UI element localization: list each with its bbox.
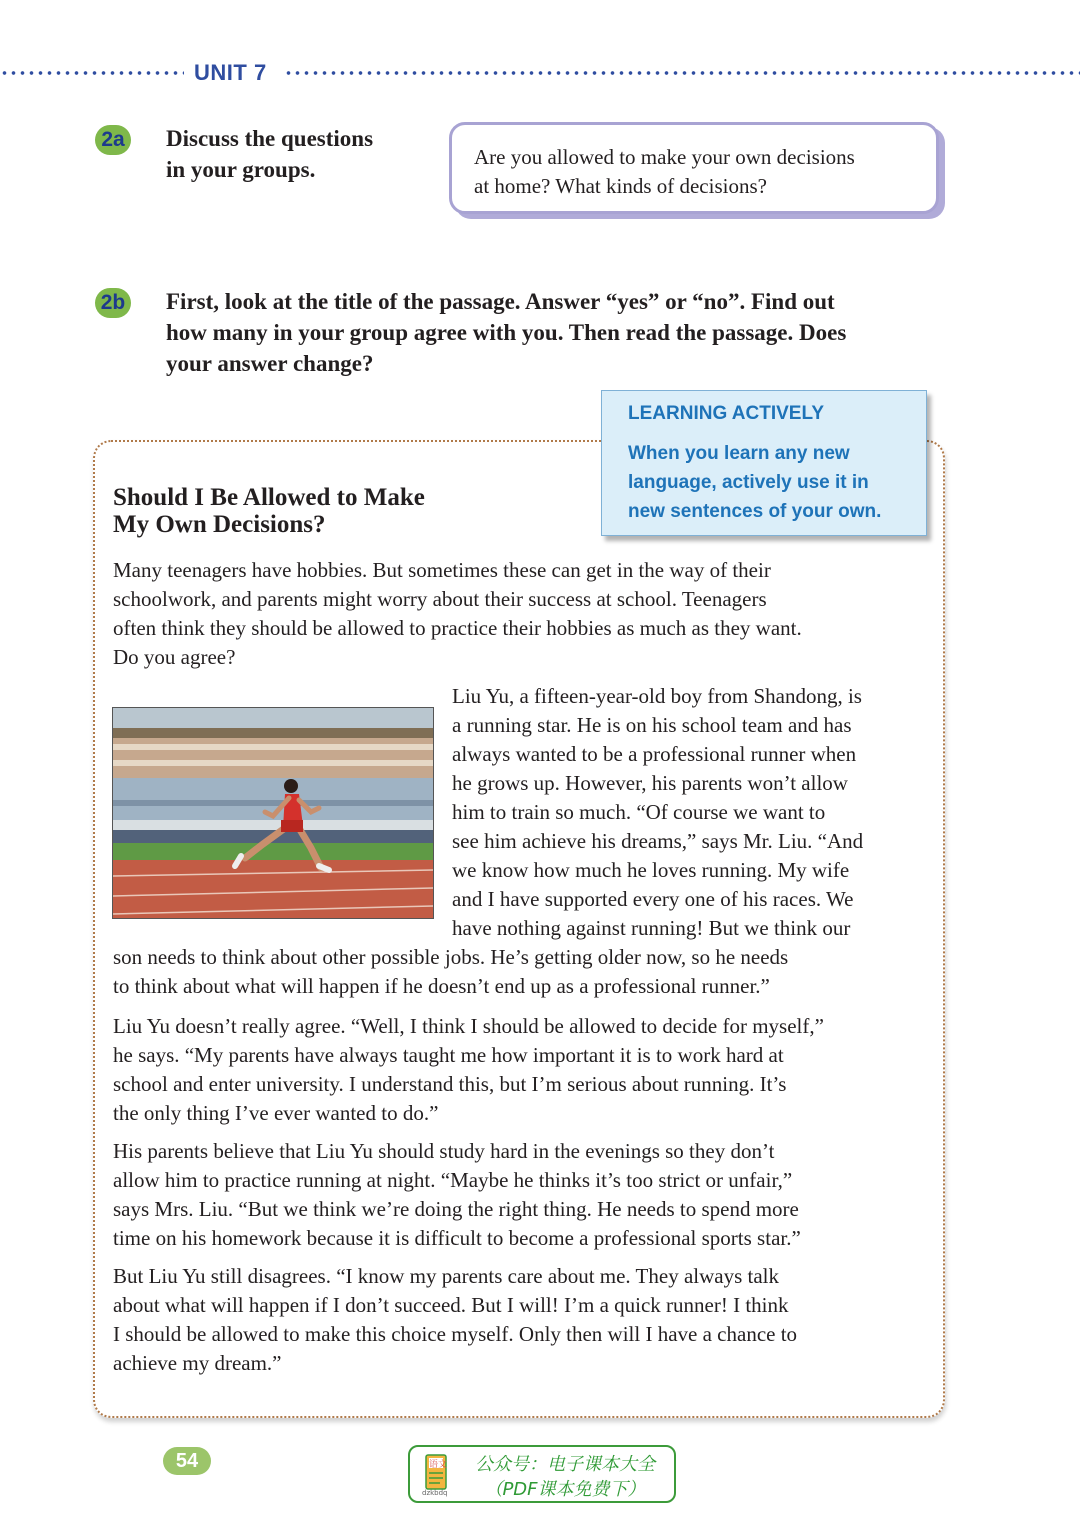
text-line: we know how much he loves running. My wife: [452, 858, 850, 882]
instruction-line: Discuss the questions: [166, 126, 374, 151]
unit-title: UNIT 7: [194, 60, 267, 85]
watermark-stamp: [408, 1445, 676, 1503]
instruction-line: First, look at the title of the passage. Answer “yes” or “no”. Find out: [166, 289, 835, 314]
instruction-line: in your groups.: [166, 157, 316, 182]
passage-paragraph-2-continued: [113, 943, 943, 1001]
text-line: he says. “My parents have always taught me how important it is to work hard at: [113, 1043, 784, 1067]
learning-tip-title: LEARNING ACTIVELY: [628, 403, 825, 424]
tip-line: When you learn any new: [628, 443, 850, 464]
passage-title: [113, 484, 533, 538]
text-line: His parents believe that Liu Yu should study hard in the evenings so they don’t: [113, 1139, 775, 1163]
unit-dots-left: [0, 70, 184, 76]
activity-2a-instruction: [166, 123, 436, 185]
text-line: Liu Yu doesn’t really agree. “Well, I think I should be allowed to decide for myself,”: [113, 1014, 824, 1038]
activity-badge-2a: 2a: [95, 125, 131, 155]
instruction-line: how many in your group agree with you. Then read the passage. Does: [166, 320, 847, 345]
text-line: he grows up. However, his parents won’t allow: [452, 771, 848, 795]
passage-paragraph-3: [113, 1012, 943, 1128]
text-line: him to train so much. “Of course we want to: [452, 800, 826, 824]
stamp-line: 公众号：电子课本大全: [475, 1454, 655, 1475]
text-line: have nothing against running! But we think our: [452, 916, 851, 940]
text-line: often think they should be allowed to practice their hobbies as much as they want.: [113, 616, 802, 640]
text-line: says Mrs. Liu. “But we think we’re doing the right thing. He needs to spend more: [113, 1197, 799, 1221]
passage-paragraph-5: [113, 1262, 943, 1378]
passage-title-line: Should I Be Allowed to Make: [113, 484, 425, 511]
text-line: achieve my dream.”: [113, 1351, 282, 1375]
learning-tip-box: [601, 390, 927, 536]
runner-stadium-photo: [112, 707, 434, 919]
text-line: see him achieve his dreams,” says Mr. Liu. “And: [452, 829, 864, 853]
text-line: school and enter university. I understand this, but I’m serious about running. It’s: [113, 1072, 787, 1096]
passage-title-line: My Own Decisions?: [113, 511, 326, 538]
question-line: at home? What kinds of decisions?: [474, 174, 767, 198]
instruction-line: your answer change?: [166, 351, 374, 376]
text-line: time on his homework because it is difficult to become a professional sports star.”: [113, 1226, 801, 1250]
text-line: Many teenagers have hobbies. But sometimes these can get in the way of their: [113, 558, 771, 582]
text-line: schoolwork, and parents might worry about their success at school. Teenagers: [113, 587, 767, 611]
book-icon-caption: dzkbdq: [422, 1489, 448, 1497]
text-line: son needs to think about other possible jobs. He’s getting older now, so he needs: [113, 945, 789, 969]
text-line: and I have supported every one of his races. We: [452, 887, 854, 911]
learning-tip-body: [628, 439, 912, 526]
question-line: Are you allowed to make your own decisions: [474, 145, 855, 169]
passage-paragraph-2: [452, 682, 942, 943]
activity-2b-instruction: [166, 286, 966, 379]
text-line: to think about what will happen if he doesn’t end up as a professional runner.”: [113, 974, 770, 998]
text-line: I should be allowed to make this choice myself. Only then will I have a chance to: [113, 1322, 798, 1346]
tip-line: language, actively use it in: [628, 472, 869, 493]
text-line: always wanted to be a professional runner when: [452, 742, 857, 766]
book-icon: [420, 1453, 452, 1497]
text-line: But Liu Yu still disagrees. “I know my parents care about me. They always talk: [113, 1264, 780, 1288]
discussion-question-box: [449, 122, 939, 214]
text-line: Liu Yu, a fifteen-year-old boy from Shandong, is: [452, 684, 862, 708]
passage-intro-paragraph: [113, 556, 943, 672]
activity-badge-2b: 2b: [95, 288, 131, 318]
text-line: allow him to practice running at night. “Maybe he thinks it’s too strict or unfair,”: [113, 1168, 793, 1192]
text-line: a running star. He is on his school team and has: [452, 713, 852, 737]
unit-dots-right: [284, 70, 1080, 76]
stamp-line: （PDF课本免费下）: [484, 1479, 646, 1500]
tip-line: new sentences of your own.: [628, 501, 882, 522]
passage-paragraph-4: [113, 1137, 943, 1253]
page-number: 54: [163, 1447, 211, 1475]
text-line: the only thing I’ve ever wanted to do.”: [113, 1101, 439, 1125]
text-line: Do you agree?: [113, 645, 236, 669]
text-line: about what will happen if I don’t succeed. But I will! I’m a quick runner! I think: [113, 1293, 789, 1317]
book-icon-label: 语文: [429, 1460, 448, 1470]
